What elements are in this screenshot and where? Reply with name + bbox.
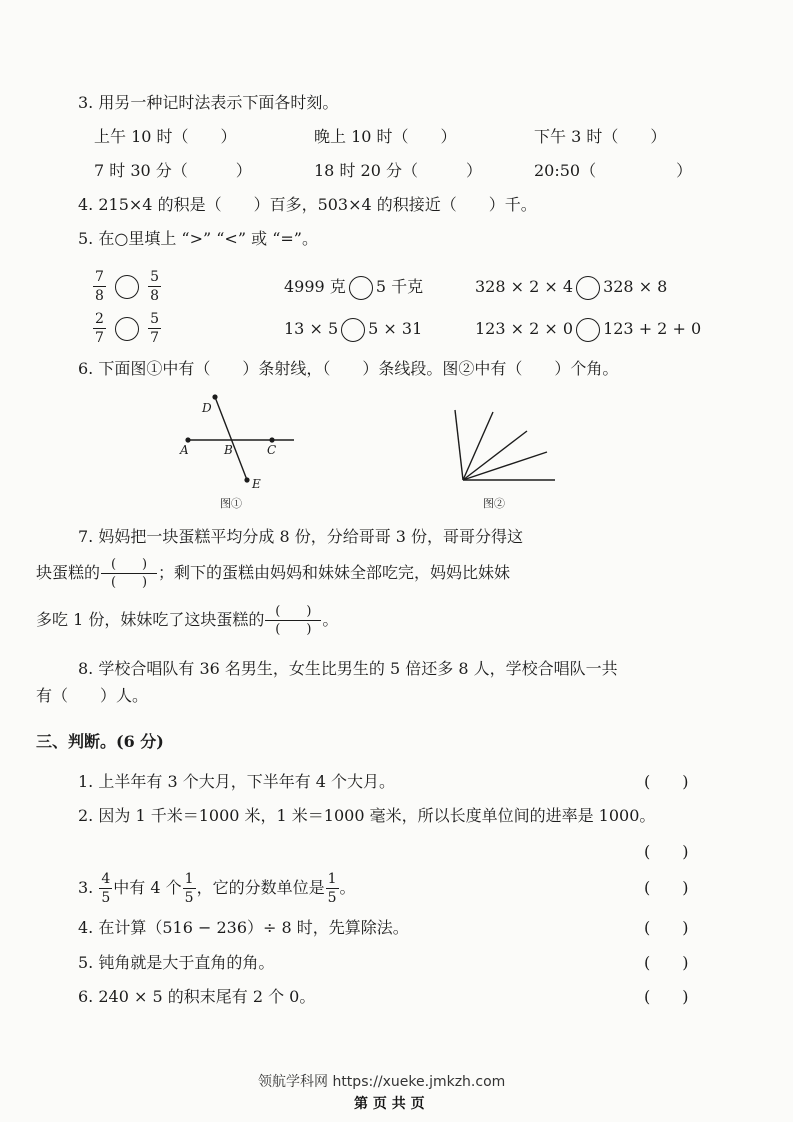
label-a: A	[180, 443, 189, 457]
q7-line-3: 多吃 1 份，妹妹吃了这块蛋糕的 $\frac{( )}{( )}$ 。	[36, 604, 339, 637]
judge-item-2: 2. 因为 1 千米＝1000 米，1 米＝1000 毫米，所以长度单位间的进率是 1000。	[78, 806, 656, 825]
fraction: $\frac{5}{8}$	[150, 269, 160, 304]
judge-item-1: 1. 上半年有 3 个大月，下半年有 4 个大月。	[78, 772, 396, 791]
answer-circle[interactable]	[115, 317, 139, 341]
q5-title: 5. 在○里填上 “>” “<” 或 “=”。	[78, 229, 318, 248]
q5-compare-weight: 4999 克 5 千克	[284, 274, 423, 300]
judge-item-6: 6. 240 × 5 的积末尾有 2 个 0。	[78, 987, 316, 1006]
answer-fraction[interactable]: $\frac{( )}{( )}$	[101, 558, 157, 589]
label-e: E	[252, 477, 261, 491]
judge-answer-3[interactable]: ( )	[644, 878, 689, 897]
answer-circle[interactable]	[576, 318, 600, 342]
figure-1-lines	[170, 390, 310, 515]
answer-circle[interactable]	[576, 276, 600, 300]
footer-watermark: 领航学科网 https://xueke.jmkzh.com	[258, 1074, 506, 1090]
q5-compare-fractions-2	[92, 312, 162, 345]
q8-line-1: 8. 学校合唱队有 36 名男生，女生比男生的 5 倍还多 8 人，学校合唱队一共	[78, 659, 618, 678]
answer-circle[interactable]	[115, 275, 139, 299]
figure-2-caption: 图②	[483, 497, 505, 510]
fraction: $\frac{1}{5}$	[327, 871, 337, 906]
ray-2	[463, 412, 493, 480]
fraction: $\frac{7}{8}$	[95, 269, 104, 304]
q5-compare-product-1: 328 × 2 × 4 328 × 8	[475, 274, 667, 300]
answer-circle[interactable]	[341, 318, 365, 342]
q4-text: 4. 215×4 的积是（ ）百多，503×4 的积接近（ ）千。	[78, 195, 537, 214]
figure-2-angles	[445, 400, 565, 515]
label-c: C	[267, 443, 277, 457]
answer-circle[interactable]	[349, 276, 373, 300]
q7-line-1: 7. 妈妈把一块蛋糕平均分成 8 份，分给哥哥 3 份，哥哥分得这	[78, 527, 524, 546]
footer-page-number: 第 页 共 页	[354, 1096, 425, 1112]
q8-line-2: 有（ ）人。	[36, 686, 149, 705]
label-b: B	[224, 443, 233, 457]
q3-item-am10: 上午 10 时（ ）	[94, 127, 237, 146]
label-d: D	[202, 401, 212, 415]
point-c	[269, 437, 274, 442]
point-a	[185, 437, 190, 442]
ray-4	[463, 452, 547, 480]
judge-item-4: 4. 在计算（516 − 236）÷ 8 时，先算除法。	[78, 918, 409, 937]
q3-item-2050: 20:50（ ）	[534, 161, 693, 180]
q7-line-2: 块蛋糕的 $\frac{( )}{( )}$ ；剩下的蛋糕由妈妈和妹妹全部吃完，妈妈比妹妹	[36, 557, 511, 590]
q5-compare-fractions-1	[92, 270, 162, 303]
judge-answer-2[interactable]: ( )	[644, 842, 689, 861]
q3-item-1820: 18 时 20 分（ ）	[314, 161, 482, 180]
q6-text: 6. 下面图①中有（ ）条射线，（ ）条线段。图②中有（ ）个角。	[78, 359, 619, 378]
ray-1	[455, 410, 463, 480]
fraction: $\frac{1}{5}$	[184, 871, 194, 906]
point-e	[244, 477, 249, 482]
judge-answer-4[interactable]: ( )	[644, 918, 689, 937]
q3-item-pm10: 晚上 10 时（ ）	[314, 127, 457, 146]
fraction: $\frac{5}{7}$	[150, 311, 160, 346]
q5-compare-product-2: 13 × 5 5 × 31	[284, 316, 422, 342]
judge-answer-6[interactable]: ( )	[644, 987, 689, 1006]
judge-answer-5[interactable]: ( )	[644, 953, 689, 972]
q3-item-730: 7 时 30 分（ ）	[94, 161, 252, 180]
fraction: $\frac{4}{5}$	[101, 871, 111, 906]
line-de	[215, 397, 247, 480]
judge-item-5: 5. 钝角就是大于直角的角。	[78, 953, 275, 972]
section-3-title: 三、判断。(6 分)	[36, 732, 164, 751]
figure-1-caption: 图①	[220, 497, 242, 510]
point-d	[212, 394, 217, 399]
ray-3	[463, 431, 527, 480]
q3-item-pm3: 下午 3 时（ ）	[534, 127, 667, 146]
answer-fraction[interactable]: $\frac{( )}{( )}$	[265, 605, 321, 636]
judge-answer-1[interactable]: ( )	[644, 772, 689, 791]
q3-title: 3. 用另一种记时法表示下面各时刻。	[78, 93, 339, 112]
judge-item-3: 3. $\frac{4}{5}$ 中有 4 个 $\frac{1}{5}$ ，它的分数单位是 $\frac{1}{5}$ 。	[78, 871, 356, 906]
fraction: $\frac{2}{7}$	[95, 311, 104, 346]
q5-compare-product-3: 123 × 2 × 0 123 + 2 + 0	[475, 316, 701, 342]
